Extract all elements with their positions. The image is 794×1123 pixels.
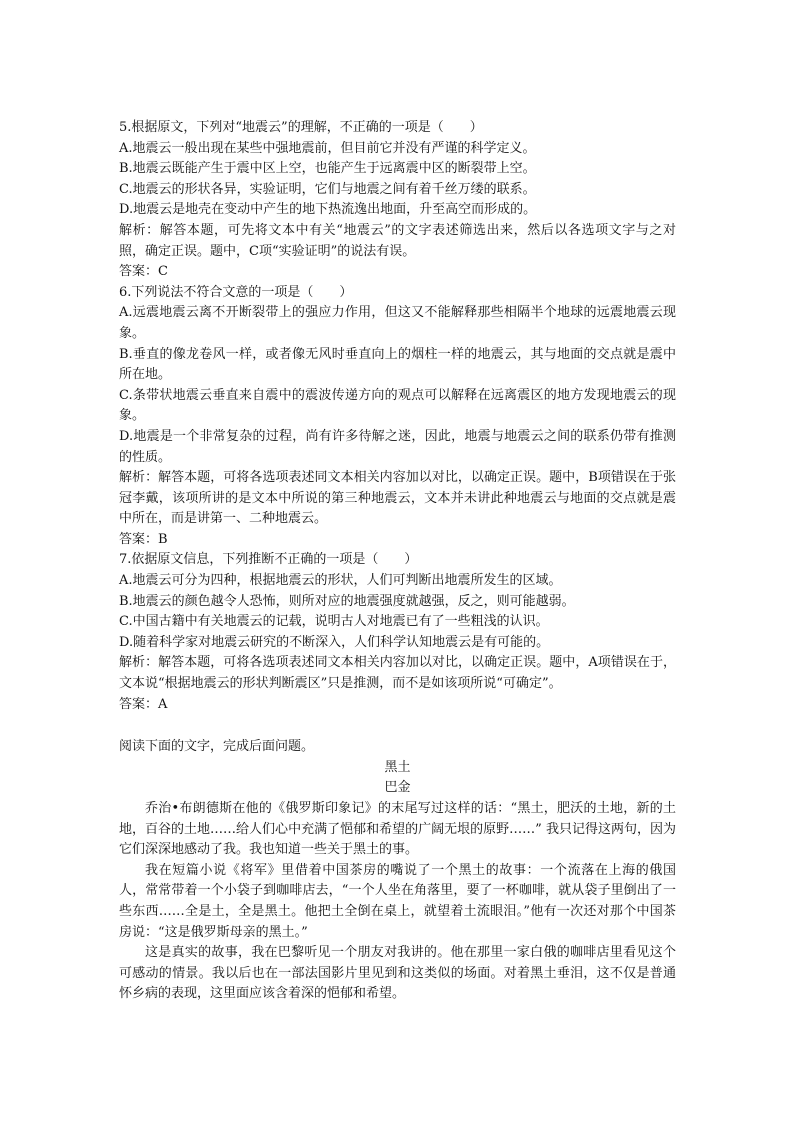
passage-paragraph: 这是真实的故事，我在巴黎听见一个朋友对我讲的。他在那里一家白俄的咖啡店里看见这个可感动的情景。我以后也在一部法国影片里见到和这类似的场面。对着黑土垂泪，这不仅是普通怀乡病的表现，这里面应该含着深的悒郁和希望。: [119, 945, 676, 1002]
option-b: B.地震云的颜色越令人恐怖，则所对应的地震强度就越强，反之，则可能越弱。: [119, 593, 575, 609]
reading-passage: [119, 737, 676, 1005]
spacer: [119, 715, 676, 737]
answer: 答案：C: [119, 264, 168, 280]
question-stem: 7.依据原文信息，下列推断不正确的一项是（ ）: [119, 552, 418, 568]
passage-paragraph: 乔治•布朗德斯在他的《俄罗斯印象记》的末尾写过这样的话：“黑土，肥沃的土地，新的土地，百谷的土地……给人们心中充满了悒郁和希望的广阔无垠的原野……” 我只记得这两句，因为它们深深地感动了我。我也知道一些关于黑土的事。: [119, 801, 676, 858]
answer: 答案：B: [119, 531, 168, 547]
question-stem: 5.根据原文，下列对“地震云”的理解，不正确的一项是（ ）: [119, 120, 483, 135]
option-d: D.地震云是地壳在变动中产生的地下热流逸出地面，升至高空而形成的。: [119, 202, 537, 218]
answer: 答案：A: [119, 696, 168, 712]
option-d: D.地震是一个非常复杂的过程，尚有许多待解之迷，因此，地震与地震云之间的联系仍带有推测的性质。: [119, 428, 676, 465]
option-d: D.随着科学家对地震云研究的不断深入，人们科学认知地震云是有可能的。: [119, 634, 550, 650]
option-b: B.地震云既能产生于震中区上空，也能产生于远离震中区的断裂带上空。: [119, 161, 536, 177]
question-5: [119, 118, 676, 283]
option-c: C.地震云的形状各异，实验证明，它们与地震之间有着千丝万缕的联系。: [119, 181, 536, 197]
option-a: A.地震云可分为四种，根据地震云的形状，人们可判断出地震所发生的区域。: [119, 573, 562, 589]
question-7: [119, 550, 676, 715]
passage-author: 巴金: [384, 780, 411, 796]
option-a: A.远震地震云离不开断裂带上的强应力作用，但这又不能解释那些相隔半个地球的远震地震云现象。: [119, 305, 676, 341]
question-6: [119, 283, 676, 551]
option-a: A.地震云一般出现在某些中强地震前，但目前它并没有严谨的科学定义。: [119, 140, 536, 156]
option-c: C.中国古籍中有关地震云的记载，说明古人对地震已有了一些粗浅的认识。: [119, 614, 549, 630]
analysis: 解析：解答本题，可将各选项表述同文本相关内容加以对比，以确定正误。题中，A项错误在于，文本说“根据地震云的形状判断震区”只是推测，而不是如该项所说“可确定”。: [119, 655, 676, 692]
passage-title: 黑土: [384, 759, 411, 775]
reading-intro: 阅读下面的文字，完成后面问题。: [119, 739, 315, 755]
option-b: B.垂直的像龙卷风一样，或者像无风时垂直向上的烟柱一样的地震云，其与地面的交点就是震中所在地。: [119, 346, 676, 383]
question-stem: 6.下列说法不符合文意的一项是（ ）: [119, 284, 353, 300]
option-c: C.条带状地震云垂直来自震中的震波传递方向的观点可以解释在远离震区的地方发现地震云的现象。: [119, 387, 676, 424]
passage-paragraph: 我在短篇小说《将军》里借着中国茶房的嘴说了一个黑土的故事：一个流落在上海的俄国人，常常带着一个小袋子到咖啡店去，“一个人坐在角落里，要了一杯咖啡，就从袋子里倒出了一些东西……全是土，全是黑土。他把土全倒在桌上，就望着土流眼泪。”他有一次还对那个中国茶房说：“这是俄罗斯母亲的黑土。”: [119, 862, 676, 940]
analysis: 解析：解答本题，可将各选项表述同文本相关内容加以对比，以确定正误。题中，B项错误在于张冠李戴，该项所讲的是文本中所说的第三种地震云，文本并未讲此种地震云与地面的交点就是震中所在，而是讲第一、二种地震云。: [119, 470, 676, 527]
analysis: 解析：解答本题，可先将文本中有关“地震云”的文字表述筛选出来，然后以各选项文字与之对照，确定正误。题中，C项“实验证明”的说法有误。: [119, 222, 676, 259]
